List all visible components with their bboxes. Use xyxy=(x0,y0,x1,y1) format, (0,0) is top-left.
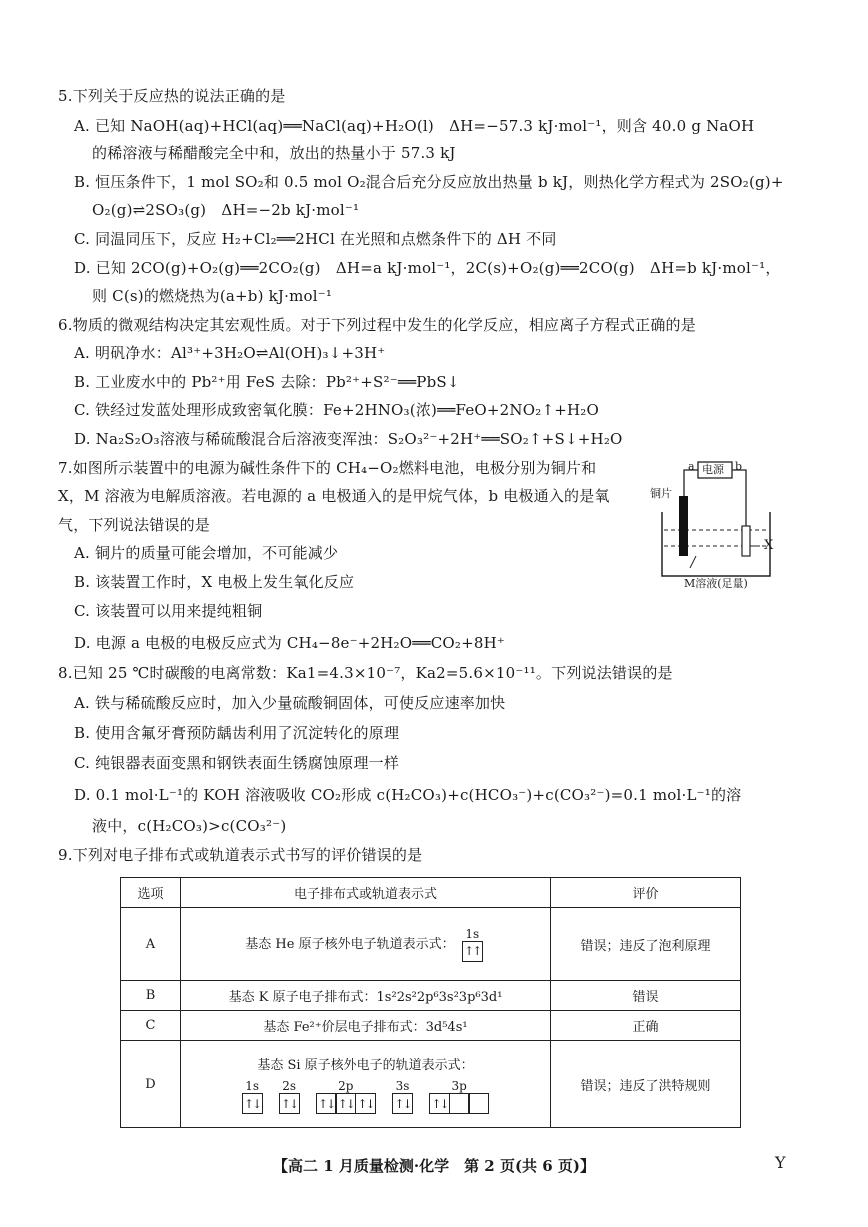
orbital-box: ↑↓ xyxy=(242,1093,263,1114)
si-orbital-text: 基态 Si 原子核外电子的轨道表示式： xyxy=(257,1058,474,1073)
m-solution-label: M溶液(足量) xyxy=(684,577,748,590)
table-row xyxy=(121,1041,741,1128)
q8-stem: 8.已知 25 ℃时碳酸的电离常数：Ka1=4.3×10⁻⁷，Ka2=5.6×10⁻¹¹。下列说法错误的是 xyxy=(58,664,673,682)
orbital-label: 2p xyxy=(338,1079,354,1093)
q7-stem-line1: 7.如图所示装置中的电源为碱性条件下的 CH₄−O₂燃料电池，电极分别为铜片和 xyxy=(58,459,597,477)
electrolysis-diagram xyxy=(648,458,788,598)
row-content: 基态 K 原子电子排布式：1s²2s²2p⁶3s²3p⁶3d¹ xyxy=(181,981,551,1011)
copper-plate-label: 铜片 xyxy=(650,487,672,500)
orbital-box: ↑↓ xyxy=(392,1093,413,1114)
row-option: B xyxy=(121,981,181,1011)
orbital-group xyxy=(279,1079,300,1114)
q8-option-b: B. 使用含氟牙膏预防龋齿利用了沉淀转化的原理 xyxy=(74,724,400,742)
q7-option-d: D. 电源 a 电极的电极反应式为 CH₄−8e⁻+2H₂O══CO₂+8H⁺ xyxy=(74,634,506,652)
q8-option-c: C. 纯银器表面变黑和钢铁表面生锈腐蚀原理一样 xyxy=(74,754,400,772)
row-evaluation: 错误；违反了洪特规则 xyxy=(551,1041,741,1128)
q7-option-a: A. 铜片的质量可能会增加，不可能减少 xyxy=(74,544,339,562)
q5-option-b: B. 恒压条件下，1 mol SO₂和 0.5 mol O₂混合后充分反应放出热量 b kJ，则热化学方程式为 2SO₂(g)+ xyxy=(74,173,784,191)
x-electrode-label: X xyxy=(764,538,774,553)
q5-stem: 5.下列关于反应热的说法正确的是 xyxy=(58,87,286,105)
orbital-label: 2s xyxy=(282,1079,296,1093)
header-evaluation: 评价 xyxy=(551,878,741,908)
si-orbital-diagram xyxy=(187,1079,544,1114)
orbital-box: ↑↓ xyxy=(279,1093,300,1114)
q5-option-b-cont: O₂(g)⇌2SO₃(g) ΔH=−2b kJ·mol⁻¹ xyxy=(92,201,360,219)
orbital-group xyxy=(392,1079,413,1114)
terminal-b-label: b xyxy=(735,460,743,473)
row-content xyxy=(181,908,551,981)
table-row xyxy=(121,1011,741,1041)
row-option: A xyxy=(121,908,181,981)
header-option: 选项 xyxy=(121,878,181,908)
q7-option-b: B. 该装置工作时，X 电极上发生氧化反应 xyxy=(74,573,355,591)
q6-stem: 6.物质的微观结构决定其宏观性质。对于下列过程中发生的化学反应，相应离子方程式正确的是 xyxy=(58,316,696,334)
footer-version-letter: Y xyxy=(775,1153,786,1172)
orbital-box: ↑↓ xyxy=(316,1093,337,1114)
orbital-box: ↑↓ xyxy=(355,1093,376,1114)
orbital-box: ↑↓ xyxy=(429,1093,450,1114)
orbital-group xyxy=(429,1079,489,1114)
table-row xyxy=(121,908,741,981)
row-evaluation: 错误；违反了泡利原理 xyxy=(551,908,741,981)
he-orbital-text: 基态 He 原子核外电子轨道表示式： xyxy=(245,936,455,952)
q6-option-b: B. 工业废水中的 Pb²⁺用 FeS 去除：Pb²⁺+S²⁻══PbS↓ xyxy=(74,373,460,391)
q7-option-c: C. 该装置可以用来提纯粗铜 xyxy=(74,602,263,620)
row-content: 基态 Fe²⁺价层电子排布式：3d⁵4s¹ xyxy=(181,1011,551,1041)
orbital-label: 1s xyxy=(465,926,480,941)
q6-option-c: C. 铁经过发蓝处理形成致密氧化膜：Fe+2HNO₃(浓)══FeO+2NO₂↑+H₂O xyxy=(74,401,599,419)
q5-option-c: C. 同温同压下，反应 H₂+Cl₂══2HCl 在光照和点燃条件下的 ΔH 不同 xyxy=(74,230,557,248)
orbital-label: 1s xyxy=(245,1079,259,1093)
orbital-box: ↑↑ xyxy=(462,941,483,962)
page-footer: 【高二 1 月质量检测·化学 第 2 页(共 6 页)】 xyxy=(272,1157,596,1175)
q9-stem: 9.下列对电子排布式或轨道表示式书写的评价错误的是 xyxy=(58,846,423,864)
q6-option-a: A. 明矾净水：Al³⁺+3H₂O⇌Al(OH)₃↓+3H⁺ xyxy=(74,344,386,362)
table-row xyxy=(121,981,741,1011)
q5-option-d-cont: 则 C(s)的燃烧热为(a+b) kJ·mol⁻¹ xyxy=(92,287,333,305)
power-source-label: 电源 xyxy=(702,463,724,476)
row-content xyxy=(181,1041,551,1128)
orbital-box: ↑↓ xyxy=(335,1093,356,1114)
q6-option-d: D. Na₂S₂O₃溶液与稀硫酸混合后溶液变浑浊：S₂O₃²⁻+2H⁺══SO₂↑+S↓+H₂O xyxy=(74,430,623,448)
q8-option-d-cont: 液中，c(H₂CO₃)>c(CO₃²⁻) xyxy=(92,817,287,835)
row-evaluation: 正确 xyxy=(551,1011,741,1041)
orbital-group xyxy=(316,1079,376,1114)
q5-option-d: D. 已知 2CO(g)+O₂(g)══2CO₂(g) ΔH=a kJ·mol⁻¹，2C(s)+O₂(g)══2CO(g) ΔH=b kJ·mol⁻¹， xyxy=(74,259,781,277)
orbital-label: 3s xyxy=(395,1079,410,1093)
orbital-box xyxy=(468,1093,489,1114)
header-content: 电子排布式或轨道表示式 xyxy=(181,878,551,908)
q5-option-a: A. 已知 NaOH(aq)+HCl(aq)══NaCl(aq)+H₂O(l) ΔH=−57.3 kJ·mol⁻¹，则含 40.0 g NaOH xyxy=(74,117,755,135)
table-header-row xyxy=(121,878,741,908)
orbital-label: 3p xyxy=(451,1079,467,1093)
q8-option-a: A. 铁与稀硫酸反应时，加入少量硫酸铜固体，可使反应速率加快 xyxy=(74,694,506,712)
he-orbital-diagram xyxy=(462,927,483,962)
row-option: D xyxy=(121,1041,181,1128)
q5-option-a-cont: 的稀溶液与稀醋酸完全中和，放出的热量小于 57.3 kJ xyxy=(92,144,456,162)
row-evaluation: 错误 xyxy=(551,981,741,1011)
terminal-a-label: a xyxy=(688,460,695,473)
q7-stem-line3: 气，下列说法错误的是 xyxy=(58,516,211,534)
orbital-box xyxy=(449,1093,470,1114)
orbital-group xyxy=(242,1079,263,1114)
q8-option-d: D. 0.1 mol·L⁻¹的 KOH 溶液吸收 CO₂形成 c(H₂CO₃)+c(HCO₃⁻)+c(CO₃²⁻)=0.1 mol·L⁻¹的溶 xyxy=(74,786,742,804)
q7-stem-line2: X，M 溶液为电解质溶液。若电源的 a 电极通入的是甲烷气体，b 电极通入的是氧 xyxy=(58,487,610,505)
row-option: C xyxy=(121,1011,181,1041)
evaluation-table xyxy=(120,877,741,1128)
